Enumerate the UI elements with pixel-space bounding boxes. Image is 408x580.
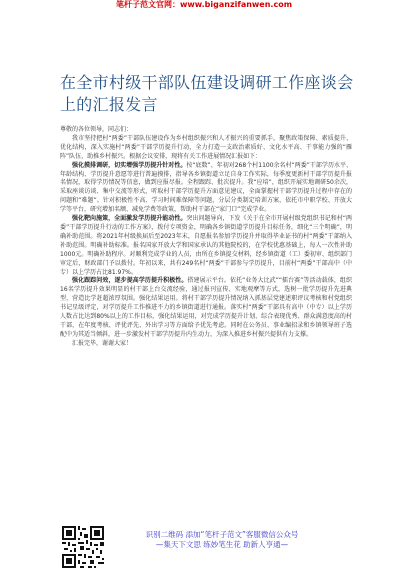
site-banner[interactable]: 笔杆子范文官网：www.biganzifanwen.com [115, 0, 293, 9]
document-body [60, 126, 352, 349]
qr-code-icon[interactable] [62, 526, 104, 568]
salutation: 尊敬的各位领导，同志们： [60, 126, 133, 133]
intro-paragraph: 我市坚持把村“两委”干部队伍建设作为乡村组织振兴和人才振兴的重要抓手，聚焦政策保障、素质提升、优化结构，深入实施村“两委”干部学历提升行动，全力打造一支政治素质好、文化水平高、干事能力强的“雁阵”队伍，助推乡村振兴。根据会议安排，现将有关工作进展情况汇报如下： [60, 134, 352, 160]
section-paragraph-3 [60, 277, 352, 339]
footer-promo [112, 530, 332, 550]
footer-line-1: 识别二维码 添加“笔杆子范文”客服微信公众号 [145, 530, 299, 539]
section-lead-1: 强化摸排调研，切实增强学历提升针对性。 [72, 161, 187, 169]
section-paragraph-2 [60, 215, 352, 277]
section-lead-2: 强化靶向施策，全面激发学历提升能动性。 [72, 215, 187, 223]
section-text-1: 按“底数”、年初对268个村1100余名村“两委”干部学历水平、年龄结构、学历提升意愿等进行普遍摸排，指导各乡镇街道立足自身工作实际，每季度更新村干部学历提升报名情况，取得学历情况等信息，做到应报尽报。全程跟踪、批次提升。我“应培”，组织开展实地调研50余次，采取座谈访谈、集中交流等形式，听取村干部学历提升方面意见建议，全面掌握村干部学历提升过程中存在的问题和“难题”。针对积极性不高、学习时间难保障等问题，分层分类制定培训方案，依托市中职学校、开放大学等平台，研究增加名额、减免学费等政策，帮助村干部在“家门口”完成学业。 [60, 161, 352, 214]
footer-line-2: —集天下文思 练妙笔生花 助新人亨通— [155, 540, 289, 549]
document-title: 在全市村级干部队伍建设调研工作座谈会上的汇报发言 [60, 73, 354, 114]
section-paragraph-1 [60, 162, 352, 215]
section-text-3: 搭建展示平台。依托“业务大比武”“擂台赛”等活动载体，组织16名学历提升效果明显的村干部上台交流经验，通过报刊宣传、实地观摩等方式，选树一批学历提升先进典型，营造比学赶超浓厚氛围。强化结果运用。将村干部学历提升情况纳入抓基层党建述职评议考核和村党组织书记星级评定，对学历提升工作推进不力的乡镇街道进行通报。落实村“两委”干部具有高中（中专）以上学历人数占比达到80%以上的工作目标，强化结果运用，对完成学历提升计划、综合表现优秀、群众满意度高的村干部，在年度考核、评优评先、外出学习等方面给予优先考虑。同时在公务员、事业编招录和乡镇领导班子选配中为其适当倾斜，进一步激发村干部学历提升内生动力，为深入推进乡村振兴提供有力支撑。 [60, 277, 352, 338]
section-text-2: 突出问题导向，下发《关于在全市开展村级党组织书记和村“两委”干部学历提升行动的工作方案》，拨付专项资金，明确各乡镇街道学历提升目标任务，细化“三个明确”，明确补助范围。将2021年村级换届后至2023年末，自愿报名参加学历提升并取得毕业证书的村“两委”干部纳入补助范围。明确补助标准。报名国家开放大学和国家承认的其他院校的，在学校优惠基础上，每人一次性补助1000元。明确补助程序。对顺利完成学业的人员，由所在乡镇提交材料，经乡镇街道（工）委初审、组织部门审定后，财政部门予以拨付。年初以来，共有249名村“两委”干部参与学历提升，目前村“两委”干部高中（中专）以上学历占比81.97%。 [60, 215, 352, 276]
closing-line: 汇报完毕，谢谢大家！ [72, 339, 133, 347]
section-lead-3: 强化跟踪问效，逐步提高学历提升积极性。 [72, 277, 188, 285]
